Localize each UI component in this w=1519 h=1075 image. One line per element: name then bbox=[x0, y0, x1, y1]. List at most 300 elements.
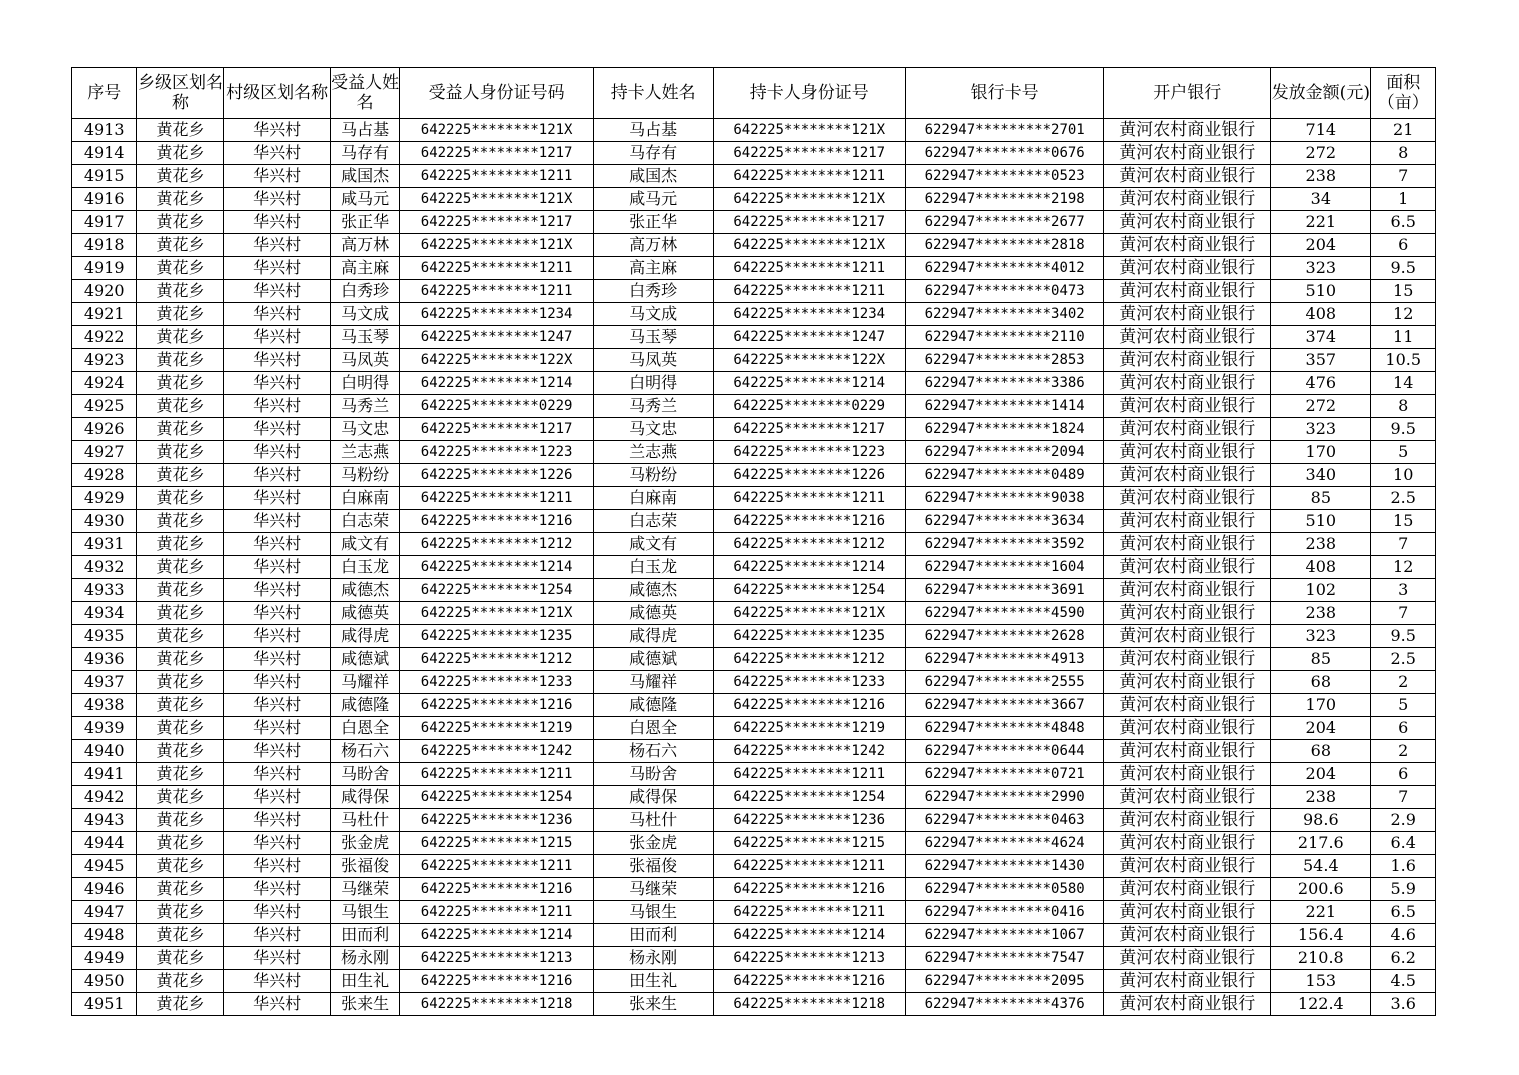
cell-card-no: 622947*********2853 bbox=[905, 349, 1104, 372]
cell-area: 6 bbox=[1371, 717, 1436, 740]
cell-holder: 马银生 bbox=[593, 901, 713, 924]
cell-beneficiary: 咸得虎 bbox=[330, 625, 400, 648]
table-row bbox=[72, 602, 1436, 625]
header-beneficiary: 受益人姓名 bbox=[330, 68, 400, 119]
cell-village: 华兴村 bbox=[224, 326, 330, 349]
cell-village: 华兴村 bbox=[224, 717, 330, 740]
cell-beneficiary-id: 642225********1215 bbox=[400, 832, 593, 855]
cell-village: 华兴村 bbox=[224, 924, 330, 947]
table-row bbox=[72, 947, 1436, 970]
cell-holder: 张金虎 bbox=[593, 832, 713, 855]
cell-beneficiary: 田而利 bbox=[330, 924, 400, 947]
cell-seq: 4929 bbox=[72, 487, 137, 510]
cell-holder-id: 642225********1212 bbox=[713, 648, 905, 671]
table-row bbox=[72, 280, 1436, 303]
table-row bbox=[72, 395, 1436, 418]
cell-seq: 4944 bbox=[72, 832, 137, 855]
cell-township: 黄花乡 bbox=[137, 970, 224, 993]
cell-card-no: 622947*********7547 bbox=[905, 947, 1104, 970]
cell-village: 华兴村 bbox=[224, 763, 330, 786]
table-row bbox=[72, 418, 1436, 441]
cell-amount: 238 bbox=[1271, 533, 1371, 556]
cell-card-no: 622947*********1824 bbox=[905, 418, 1104, 441]
cell-amount: 357 bbox=[1271, 349, 1371, 372]
cell-holder-id: 642225********1236 bbox=[713, 809, 905, 832]
cell-seq: 4915 bbox=[72, 165, 137, 188]
cell-beneficiary: 高万林 bbox=[330, 234, 400, 257]
cell-amount: 340 bbox=[1271, 464, 1371, 487]
cell-amount: 153 bbox=[1271, 970, 1371, 993]
cell-holder-id: 642225********122X bbox=[713, 349, 905, 372]
cell-seq: 4949 bbox=[72, 947, 137, 970]
cell-township: 黄花乡 bbox=[137, 188, 224, 211]
cell-holder-id: 642225********121X bbox=[713, 119, 905, 142]
table-row bbox=[72, 970, 1436, 993]
cell-village: 华兴村 bbox=[224, 211, 330, 234]
cell-township: 黄花乡 bbox=[137, 372, 224, 395]
cell-holder: 马盼舍 bbox=[593, 763, 713, 786]
cell-bank: 黄河农村商业银行 bbox=[1104, 901, 1271, 924]
cell-holder-id: 642225********121X bbox=[713, 188, 905, 211]
table-row bbox=[72, 832, 1436, 855]
cell-seq: 4921 bbox=[72, 303, 137, 326]
table-row bbox=[72, 809, 1436, 832]
cell-card-no: 622947*********1067 bbox=[905, 924, 1104, 947]
cell-beneficiary: 高主麻 bbox=[330, 257, 400, 280]
cell-card-no: 622947*********2818 bbox=[905, 234, 1104, 257]
cell-beneficiary: 马占基 bbox=[330, 119, 400, 142]
cell-village: 华兴村 bbox=[224, 441, 330, 464]
cell-amount: 714 bbox=[1271, 119, 1371, 142]
cell-area: 7 bbox=[1371, 533, 1436, 556]
cell-beneficiary-id: 642225********1247 bbox=[400, 326, 593, 349]
cell-beneficiary: 咸德隆 bbox=[330, 694, 400, 717]
cell-card-no: 622947*********3592 bbox=[905, 533, 1104, 556]
cell-seq: 4941 bbox=[72, 763, 137, 786]
cell-area: 7 bbox=[1371, 602, 1436, 625]
cell-card-no: 622947*********0721 bbox=[905, 763, 1104, 786]
header-seq: 序号 bbox=[72, 68, 137, 119]
cell-bank: 黄河农村商业银行 bbox=[1104, 211, 1271, 234]
cell-amount: 374 bbox=[1271, 326, 1371, 349]
cell-township: 黄花乡 bbox=[137, 510, 224, 533]
cell-seq: 4936 bbox=[72, 648, 137, 671]
cell-seq: 4934 bbox=[72, 602, 137, 625]
table-row bbox=[72, 855, 1436, 878]
cell-seq: 4925 bbox=[72, 395, 137, 418]
header-holder: 持卡人姓名 bbox=[593, 68, 713, 119]
cell-holder: 马存有 bbox=[593, 142, 713, 165]
cell-card-no: 622947*********1604 bbox=[905, 556, 1104, 579]
table-row bbox=[72, 487, 1436, 510]
cell-holder: 咸德英 bbox=[593, 602, 713, 625]
cell-village: 华兴村 bbox=[224, 303, 330, 326]
cell-amount: 122.4 bbox=[1271, 993, 1371, 1016]
cell-holder-id: 642225********1219 bbox=[713, 717, 905, 740]
cell-beneficiary-id: 642225********1217 bbox=[400, 418, 593, 441]
cell-beneficiary: 咸得保 bbox=[330, 786, 400, 809]
cell-holder-id: 642225********1217 bbox=[713, 418, 905, 441]
cell-holder: 咸马元 bbox=[593, 188, 713, 211]
cell-area: 12 bbox=[1371, 556, 1436, 579]
cell-village: 华兴村 bbox=[224, 257, 330, 280]
cell-seq: 4947 bbox=[72, 901, 137, 924]
header-area: 面积（亩） bbox=[1371, 68, 1436, 119]
cell-card-no: 622947*********1414 bbox=[905, 395, 1104, 418]
cell-holder-id: 642225********1247 bbox=[713, 326, 905, 349]
cell-township: 黄花乡 bbox=[137, 717, 224, 740]
cell-beneficiary: 咸文有 bbox=[330, 533, 400, 556]
cell-village: 华兴村 bbox=[224, 786, 330, 809]
cell-amount: 85 bbox=[1271, 487, 1371, 510]
cell-beneficiary-id: 642225********1211 bbox=[400, 280, 593, 303]
cell-bank: 黄河农村商业银行 bbox=[1104, 786, 1271, 809]
cell-bank: 黄河农村商业银行 bbox=[1104, 556, 1271, 579]
cell-township: 黄花乡 bbox=[137, 349, 224, 372]
cell-bank: 黄河农村商业银行 bbox=[1104, 625, 1271, 648]
cell-holder: 咸得虎 bbox=[593, 625, 713, 648]
cell-bank: 黄河农村商业银行 bbox=[1104, 878, 1271, 901]
cell-holder-id: 642225********1226 bbox=[713, 464, 905, 487]
cell-bank: 黄河农村商业银行 bbox=[1104, 441, 1271, 464]
cell-bank: 黄河农村商业银行 bbox=[1104, 188, 1271, 211]
cell-seq: 4940 bbox=[72, 740, 137, 763]
cell-area: 5.9 bbox=[1371, 878, 1436, 901]
table-row bbox=[72, 924, 1436, 947]
cell-holder: 白玉龙 bbox=[593, 556, 713, 579]
cell-beneficiary-id: 642225********1211 bbox=[400, 487, 593, 510]
cell-holder-id: 642225********1254 bbox=[713, 579, 905, 602]
cell-area: 6.4 bbox=[1371, 832, 1436, 855]
cell-holder-id: 642225********121X bbox=[713, 234, 905, 257]
cell-bank: 黄河农村商业银行 bbox=[1104, 372, 1271, 395]
cell-beneficiary-id: 642225********1216 bbox=[400, 970, 593, 993]
cell-amount: 170 bbox=[1271, 441, 1371, 464]
cell-seq: 4945 bbox=[72, 855, 137, 878]
cell-township: 黄花乡 bbox=[137, 579, 224, 602]
cell-holder: 高万林 bbox=[593, 234, 713, 257]
cell-township: 黄花乡 bbox=[137, 395, 224, 418]
cell-card-no: 622947*********2198 bbox=[905, 188, 1104, 211]
cell-beneficiary-id: 642225********1235 bbox=[400, 625, 593, 648]
table-row bbox=[72, 740, 1436, 763]
cell-bank: 黄河农村商业银行 bbox=[1104, 602, 1271, 625]
cell-township: 黄花乡 bbox=[137, 303, 224, 326]
cell-village: 华兴村 bbox=[224, 165, 330, 188]
cell-township: 黄花乡 bbox=[137, 901, 224, 924]
cell-village: 华兴村 bbox=[224, 372, 330, 395]
cell-seq: 4923 bbox=[72, 349, 137, 372]
cell-area: 3.6 bbox=[1371, 993, 1436, 1016]
cell-beneficiary-id: 642225********1216 bbox=[400, 510, 593, 533]
cell-village: 华兴村 bbox=[224, 878, 330, 901]
cell-amount: 510 bbox=[1271, 280, 1371, 303]
cell-bank: 黄河农村商业银行 bbox=[1104, 832, 1271, 855]
cell-area: 12 bbox=[1371, 303, 1436, 326]
cell-bank: 黄河农村商业银行 bbox=[1104, 119, 1271, 142]
cell-amount: 476 bbox=[1271, 372, 1371, 395]
cell-beneficiary-id: 642225********121X bbox=[400, 188, 593, 211]
cell-township: 黄花乡 bbox=[137, 878, 224, 901]
cell-bank: 黄河农村商业银行 bbox=[1104, 809, 1271, 832]
cell-holder-id: 642225********0229 bbox=[713, 395, 905, 418]
cell-beneficiary: 白玉龙 bbox=[330, 556, 400, 579]
table-row bbox=[72, 579, 1436, 602]
cell-holder-id: 642225********1211 bbox=[713, 165, 905, 188]
cell-area: 6.5 bbox=[1371, 901, 1436, 924]
cell-area: 11 bbox=[1371, 326, 1436, 349]
cell-village: 华兴村 bbox=[224, 809, 330, 832]
cell-beneficiary: 白麻南 bbox=[330, 487, 400, 510]
cell-seq: 4914 bbox=[72, 142, 137, 165]
cell-seq: 4938 bbox=[72, 694, 137, 717]
cell-township: 黄花乡 bbox=[137, 947, 224, 970]
cell-bank: 黄河农村商业银行 bbox=[1104, 717, 1271, 740]
cell-holder: 马粉纷 bbox=[593, 464, 713, 487]
table-row bbox=[72, 625, 1436, 648]
cell-beneficiary: 马文忠 bbox=[330, 418, 400, 441]
cell-amount: 102 bbox=[1271, 579, 1371, 602]
cell-seq: 4917 bbox=[72, 211, 137, 234]
header-amount: 发放金额(元) bbox=[1271, 68, 1371, 119]
cell-township: 黄花乡 bbox=[137, 441, 224, 464]
cell-beneficiary-id: 642225********1214 bbox=[400, 372, 593, 395]
cell-area: 4.6 bbox=[1371, 924, 1436, 947]
cell-beneficiary-id: 642225********1211 bbox=[400, 901, 593, 924]
cell-seq: 4920 bbox=[72, 280, 137, 303]
table-row bbox=[72, 763, 1436, 786]
cell-township: 黄花乡 bbox=[137, 326, 224, 349]
cell-village: 华兴村 bbox=[224, 395, 330, 418]
cell-area: 1.6 bbox=[1371, 855, 1436, 878]
table-row bbox=[72, 993, 1436, 1016]
cell-bank: 黄河农村商业银行 bbox=[1104, 349, 1271, 372]
cell-beneficiary: 咸德杰 bbox=[330, 579, 400, 602]
cell-beneficiary: 马玉琴 bbox=[330, 326, 400, 349]
cell-amount: 204 bbox=[1271, 763, 1371, 786]
table-row bbox=[72, 510, 1436, 533]
cell-township: 黄花乡 bbox=[137, 464, 224, 487]
cell-beneficiary: 张福俊 bbox=[330, 855, 400, 878]
cell-seq: 4930 bbox=[72, 510, 137, 533]
cell-card-no: 622947*********0580 bbox=[905, 878, 1104, 901]
table-row bbox=[72, 556, 1436, 579]
cell-card-no: 622947*********9038 bbox=[905, 487, 1104, 510]
header-bank: 开户银行 bbox=[1104, 68, 1271, 119]
cell-village: 华兴村 bbox=[224, 579, 330, 602]
cell-township: 黄花乡 bbox=[137, 119, 224, 142]
table-row bbox=[72, 142, 1436, 165]
cell-beneficiary: 马凤英 bbox=[330, 349, 400, 372]
cell-beneficiary: 兰志燕 bbox=[330, 441, 400, 464]
cell-beneficiary-id: 642225********1254 bbox=[400, 786, 593, 809]
cell-seq: 4919 bbox=[72, 257, 137, 280]
cell-bank: 黄河农村商业银行 bbox=[1104, 395, 1271, 418]
cell-area: 6 bbox=[1371, 234, 1436, 257]
cell-area: 9.5 bbox=[1371, 257, 1436, 280]
cell-holder: 咸得保 bbox=[593, 786, 713, 809]
cell-holder: 张来生 bbox=[593, 993, 713, 1016]
cell-bank: 黄河农村商业银行 bbox=[1104, 280, 1271, 303]
cell-township: 黄花乡 bbox=[137, 280, 224, 303]
cell-beneficiary: 咸德斌 bbox=[330, 648, 400, 671]
cell-seq: 4937 bbox=[72, 671, 137, 694]
cell-holder: 田生礼 bbox=[593, 970, 713, 993]
table-row bbox=[72, 349, 1436, 372]
table-row bbox=[72, 211, 1436, 234]
cell-bank: 黄河农村商业银行 bbox=[1104, 533, 1271, 556]
cell-holder: 白志荣 bbox=[593, 510, 713, 533]
cell-beneficiary: 马存有 bbox=[330, 142, 400, 165]
cell-amount: 170 bbox=[1271, 694, 1371, 717]
header-row bbox=[72, 68, 1436, 119]
cell-amount: 238 bbox=[1271, 786, 1371, 809]
cell-amount: 221 bbox=[1271, 211, 1371, 234]
cell-card-no: 622947*********3634 bbox=[905, 510, 1104, 533]
cell-area: 5 bbox=[1371, 694, 1436, 717]
cell-beneficiary-id: 642225********1217 bbox=[400, 142, 593, 165]
cell-bank: 黄河农村商业银行 bbox=[1104, 579, 1271, 602]
cell-holder: 咸德斌 bbox=[593, 648, 713, 671]
cell-bank: 黄河农村商业银行 bbox=[1104, 487, 1271, 510]
cell-holder-id: 642225********1242 bbox=[713, 740, 905, 763]
cell-card-no: 622947*********2110 bbox=[905, 326, 1104, 349]
cell-holder-id: 642225********1212 bbox=[713, 533, 905, 556]
cell-bank: 黄河农村商业银行 bbox=[1104, 855, 1271, 878]
cell-holder-id: 642225********1211 bbox=[713, 280, 905, 303]
cell-seq: 4948 bbox=[72, 924, 137, 947]
cell-card-no: 622947*********0416 bbox=[905, 901, 1104, 924]
table-row bbox=[72, 533, 1436, 556]
cell-beneficiary: 马秀兰 bbox=[330, 395, 400, 418]
cell-village: 华兴村 bbox=[224, 556, 330, 579]
cell-holder: 马文成 bbox=[593, 303, 713, 326]
cell-amount: 238 bbox=[1271, 165, 1371, 188]
cell-amount: 217.6 bbox=[1271, 832, 1371, 855]
header-beneficiary-id: 受益人身份证号码 bbox=[400, 68, 593, 119]
cell-area: 2.5 bbox=[1371, 487, 1436, 510]
cell-area: 2.5 bbox=[1371, 648, 1436, 671]
cell-beneficiary: 马粉纷 bbox=[330, 464, 400, 487]
cell-area: 15 bbox=[1371, 510, 1436, 533]
cell-area: 2.9 bbox=[1371, 809, 1436, 832]
cell-beneficiary-id: 642225********1217 bbox=[400, 211, 593, 234]
cell-card-no: 622947*********2628 bbox=[905, 625, 1104, 648]
cell-area: 15 bbox=[1371, 280, 1436, 303]
cell-beneficiary-id: 642225********1216 bbox=[400, 878, 593, 901]
cell-seq: 4950 bbox=[72, 970, 137, 993]
table-row bbox=[72, 671, 1436, 694]
cell-beneficiary: 杨石六 bbox=[330, 740, 400, 763]
table-row bbox=[72, 326, 1436, 349]
cell-card-no: 622947*********3691 bbox=[905, 579, 1104, 602]
cell-village: 华兴村 bbox=[224, 740, 330, 763]
cell-township: 黄花乡 bbox=[137, 763, 224, 786]
cell-bank: 黄河农村商业银行 bbox=[1104, 464, 1271, 487]
cell-holder: 杨永刚 bbox=[593, 947, 713, 970]
table-row bbox=[72, 303, 1436, 326]
cell-holder: 马玉琴 bbox=[593, 326, 713, 349]
cell-amount: 408 bbox=[1271, 556, 1371, 579]
cell-village: 华兴村 bbox=[224, 280, 330, 303]
cell-area: 7 bbox=[1371, 165, 1436, 188]
cell-card-no: 622947*********3402 bbox=[905, 303, 1104, 326]
cell-holder-id: 642225********1217 bbox=[713, 211, 905, 234]
cell-township: 黄花乡 bbox=[137, 855, 224, 878]
cell-holder: 马占基 bbox=[593, 119, 713, 142]
cell-beneficiary: 白秀珍 bbox=[330, 280, 400, 303]
cell-holder-id: 642225********1214 bbox=[713, 924, 905, 947]
cell-beneficiary-id: 642225********1213 bbox=[400, 947, 593, 970]
cell-area: 7 bbox=[1371, 786, 1436, 809]
cell-bank: 黄河农村商业银行 bbox=[1104, 740, 1271, 763]
cell-area: 21 bbox=[1371, 119, 1436, 142]
cell-beneficiary-id: 642225********121X bbox=[400, 602, 593, 625]
cell-card-no: 622947*********4848 bbox=[905, 717, 1104, 740]
cell-seq: 4942 bbox=[72, 786, 137, 809]
cell-village: 华兴村 bbox=[224, 602, 330, 625]
cell-card-no: 622947*********4590 bbox=[905, 602, 1104, 625]
cell-township: 黄花乡 bbox=[137, 142, 224, 165]
cell-township: 黄花乡 bbox=[137, 993, 224, 1016]
cell-seq: 4926 bbox=[72, 418, 137, 441]
cell-seq: 4943 bbox=[72, 809, 137, 832]
cell-village: 华兴村 bbox=[224, 648, 330, 671]
cell-bank: 黄河农村商业银行 bbox=[1104, 763, 1271, 786]
cell-beneficiary: 马文成 bbox=[330, 303, 400, 326]
cell-area: 3 bbox=[1371, 579, 1436, 602]
cell-beneficiary: 马杜什 bbox=[330, 809, 400, 832]
cell-holder: 马耀祥 bbox=[593, 671, 713, 694]
cell-amount: 272 bbox=[1271, 142, 1371, 165]
cell-card-no: 622947*********0463 bbox=[905, 809, 1104, 832]
cell-holder: 杨石六 bbox=[593, 740, 713, 763]
cell-township: 黄花乡 bbox=[137, 694, 224, 717]
cell-village: 华兴村 bbox=[224, 349, 330, 372]
cell-amount: 54.4 bbox=[1271, 855, 1371, 878]
cell-card-no: 622947*********4624 bbox=[905, 832, 1104, 855]
cell-holder-id: 642225********1234 bbox=[713, 303, 905, 326]
cell-area: 10.5 bbox=[1371, 349, 1436, 372]
cell-township: 黄花乡 bbox=[137, 556, 224, 579]
header-holder-id: 持卡人身份证号 bbox=[713, 68, 905, 119]
cell-card-no: 622947*********0489 bbox=[905, 464, 1104, 487]
cell-seq: 4922 bbox=[72, 326, 137, 349]
cell-card-no: 622947*********0644 bbox=[905, 740, 1104, 763]
cell-amount: 34 bbox=[1271, 188, 1371, 211]
cell-seq: 4946 bbox=[72, 878, 137, 901]
table-row bbox=[72, 878, 1436, 901]
cell-amount: 98.6 bbox=[1271, 809, 1371, 832]
cell-beneficiary-id: 642225********1219 bbox=[400, 717, 593, 740]
cell-amount: 210.8 bbox=[1271, 947, 1371, 970]
cell-beneficiary: 张正华 bbox=[330, 211, 400, 234]
table-row bbox=[72, 464, 1436, 487]
cell-township: 黄花乡 bbox=[137, 740, 224, 763]
cell-card-no: 622947*********0523 bbox=[905, 165, 1104, 188]
cell-beneficiary-id: 642225********1242 bbox=[400, 740, 593, 763]
cell-amount: 68 bbox=[1271, 740, 1371, 763]
cell-village: 华兴村 bbox=[224, 832, 330, 855]
subsidy-table bbox=[71, 67, 1436, 1016]
cell-amount: 272 bbox=[1271, 395, 1371, 418]
cell-area: 4.5 bbox=[1371, 970, 1436, 993]
cell-amount: 204 bbox=[1271, 234, 1371, 257]
cell-bank: 黄河农村商业银行 bbox=[1104, 142, 1271, 165]
cell-beneficiary: 马继荣 bbox=[330, 878, 400, 901]
cell-township: 黄花乡 bbox=[137, 257, 224, 280]
cell-holder: 白恩全 bbox=[593, 717, 713, 740]
